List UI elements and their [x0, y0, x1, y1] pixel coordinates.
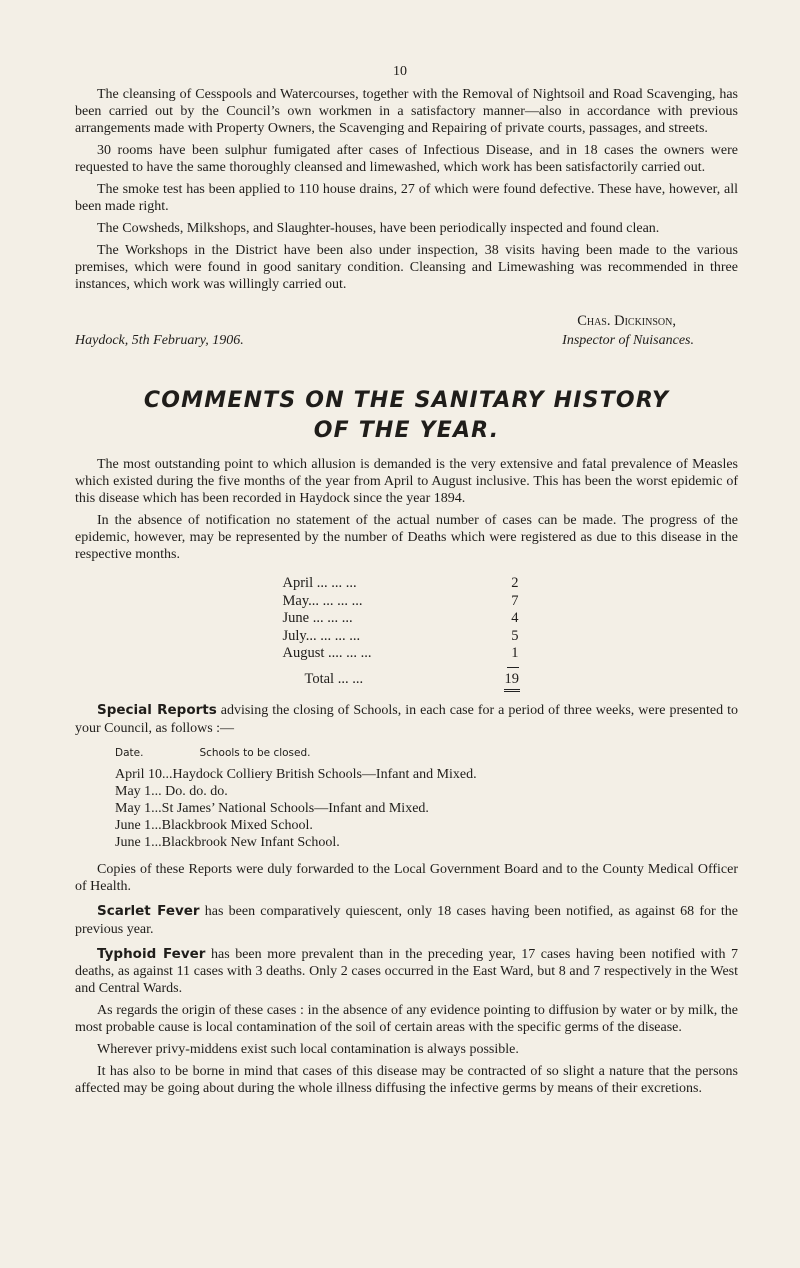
month-value: 1 — [511, 645, 519, 662]
paragraph-scarlet-fever — [75, 903, 738, 937]
typhoid-fever-lead: Typhoid Fever — [97, 945, 206, 962]
paragraph-measles: The most outstanding point to which allusion is demanded is the very extensive and fatal prevalence of Measles which existed during the five months of the year from April to August inclusive. This has been the worst epidemic of this disease which has been recorded in Haydock since the year 1894. — [75, 456, 738, 507]
paragraph-slight-cases: It has also to be borne in mind that cases of this disease may be contracted of so slight a nature that the persons affected may be going about during the whole illness diffusing the infective germs by means of their excretions. — [75, 1063, 738, 1096]
paragraph-cowsheds: The Cowsheds, Milkshops, and Slaughter-houses, have been periodically inspected and found clean. — [97, 220, 660, 236]
schedule-header-date: Date. — [115, 746, 144, 759]
scarlet-fever-lead: Scarlet Fever — [97, 903, 200, 920]
month-label: June ... ... ... — [282, 610, 353, 627]
paragraph-copies: Copies of these Reports were duly forwarded to the Local Government Board and to the County Medical Officer of Health. — [75, 861, 738, 895]
paragraph-workshops: The Workshops in the District have been also under inspection, 38 visits having been made to the various premises, which were found in good sanitary condition. Cleansing and Limewashing was recommended in three instances, which work was willingly carried out. — [75, 242, 738, 293]
paragraph-cleansing: The cleansing of Cesspools and Watercourses, together with the Removal of Nightsoil and Road Scavenging, has been carried out by the Council’s own workmen in a satisfactory manner—also in accordance with previous arrangements made with Property Owners, the Scavenging and Repairing of private courts, passages, and streets. — [75, 87, 738, 137]
month-label: July... ... ... ... — [282, 627, 361, 644]
paragraph-notification: In the absence of notification no statement of the actual number of cases can be made. The progress of the epidemic, however, may be represented by the number of Deaths which were registered as due to this disease in the respective months. — [75, 512, 738, 563]
list-item: May 1... Do. do. do. — [115, 783, 228, 799]
paragraph-typhoid-fever — [75, 946, 738, 998]
spacer — [75, 851, 738, 861]
total-row — [283, 671, 519, 689]
list-item: April 10...Haydock Colliery British Schools—Infant and Mixed. — [115, 766, 477, 782]
typhoid-fever-text: has been more prevalent than in the preceding year, 17 cases having been notified with 7 deaths, as against 11 cases with 3 deaths. Only 2 cases occurred in the East Ward, but 8 and 7 respectively in the West and Central Wards. — [75, 946, 738, 997]
paragraph-privy-middens: Wherever privy-middens exist such local contamination is always possible. — [97, 1041, 519, 1057]
page-number: 10 — [393, 64, 407, 79]
month-label: August .... ... ... — [282, 645, 372, 662]
total-value: 19 — [504, 670, 519, 687]
total-double-rule — [504, 689, 520, 692]
month-label: May... ... ... ... — [282, 592, 363, 609]
month-value: 5 — [511, 627, 519, 644]
heading-line-2: OF THE YEAR. — [313, 417, 500, 443]
list-item: June 1...Blackbrook Mixed School. — [115, 817, 313, 833]
total-rule — [507, 667, 519, 668]
signature-row — [75, 332, 738, 349]
special-reports-lead: Special Reports — [97, 702, 217, 719]
heading-line-1: COMMENTS ON THE SANITARY HISTORY — [143, 387, 670, 413]
schedule-header-schools: Schools to be closed. — [199, 746, 311, 759]
measles-deaths-table — [283, 575, 519, 692]
month-value: 7 — [511, 592, 519, 609]
table-row — [283, 628, 519, 646]
list-item: June 1...Blackbrook New Infant School. — [115, 834, 340, 850]
paragraph-fumigation: 30 rooms have been sulphur fumigated after cases of Infectious Disease, and in 18 cases the owners were requested to have the same thoroughly cleansed and limewashed, which work has been satisfactorily carried out. — [75, 143, 738, 176]
month-label: April ... ... ... — [282, 575, 357, 592]
special-reports-text: advising the closing of Schools, in each case for a period of three weeks, were presented to your Council, as follows :— — [75, 703, 738, 736]
paragraph-origin: As regards the origin of these cases : in the absence of any evidence pointing to diffusion by water or by milk, the most probable cause is local contamination of the soil of certain areas with the specific germs of the disease. — [75, 1002, 738, 1036]
page-body — [75, 86, 738, 1101]
signature-place-date: Haydock, 5th February, 1906. — [75, 333, 244, 349]
total-label: Total ... ... — [304, 670, 364, 687]
table-row — [283, 593, 519, 611]
table-row — [283, 645, 519, 663]
paragraph-smoke-test: The smoke test has been applied to 110 house drains, 27 of which were found defective. These have, however, all been made right. — [75, 182, 738, 215]
signature-name: Chas. Dickinson, — [577, 313, 676, 330]
signature-title: Inspector of Nuisances. — [562, 333, 694, 349]
section-heading — [75, 386, 738, 446]
schedule-header — [115, 745, 738, 762]
paragraph-special-reports — [75, 702, 738, 736]
table-row — [283, 610, 519, 628]
table-row — [283, 575, 519, 593]
schedule-list — [115, 766, 738, 851]
month-value: 4 — [511, 610, 519, 627]
month-value: 2 — [511, 575, 519, 592]
scarlet-fever-text: has been comparatively quiescent, only 18 cases having been notified, as against 68 for the previous year. — [75, 904, 738, 937]
list-item: May 1...St James’ National Schools—Infant and Mixed. — [115, 800, 429, 816]
